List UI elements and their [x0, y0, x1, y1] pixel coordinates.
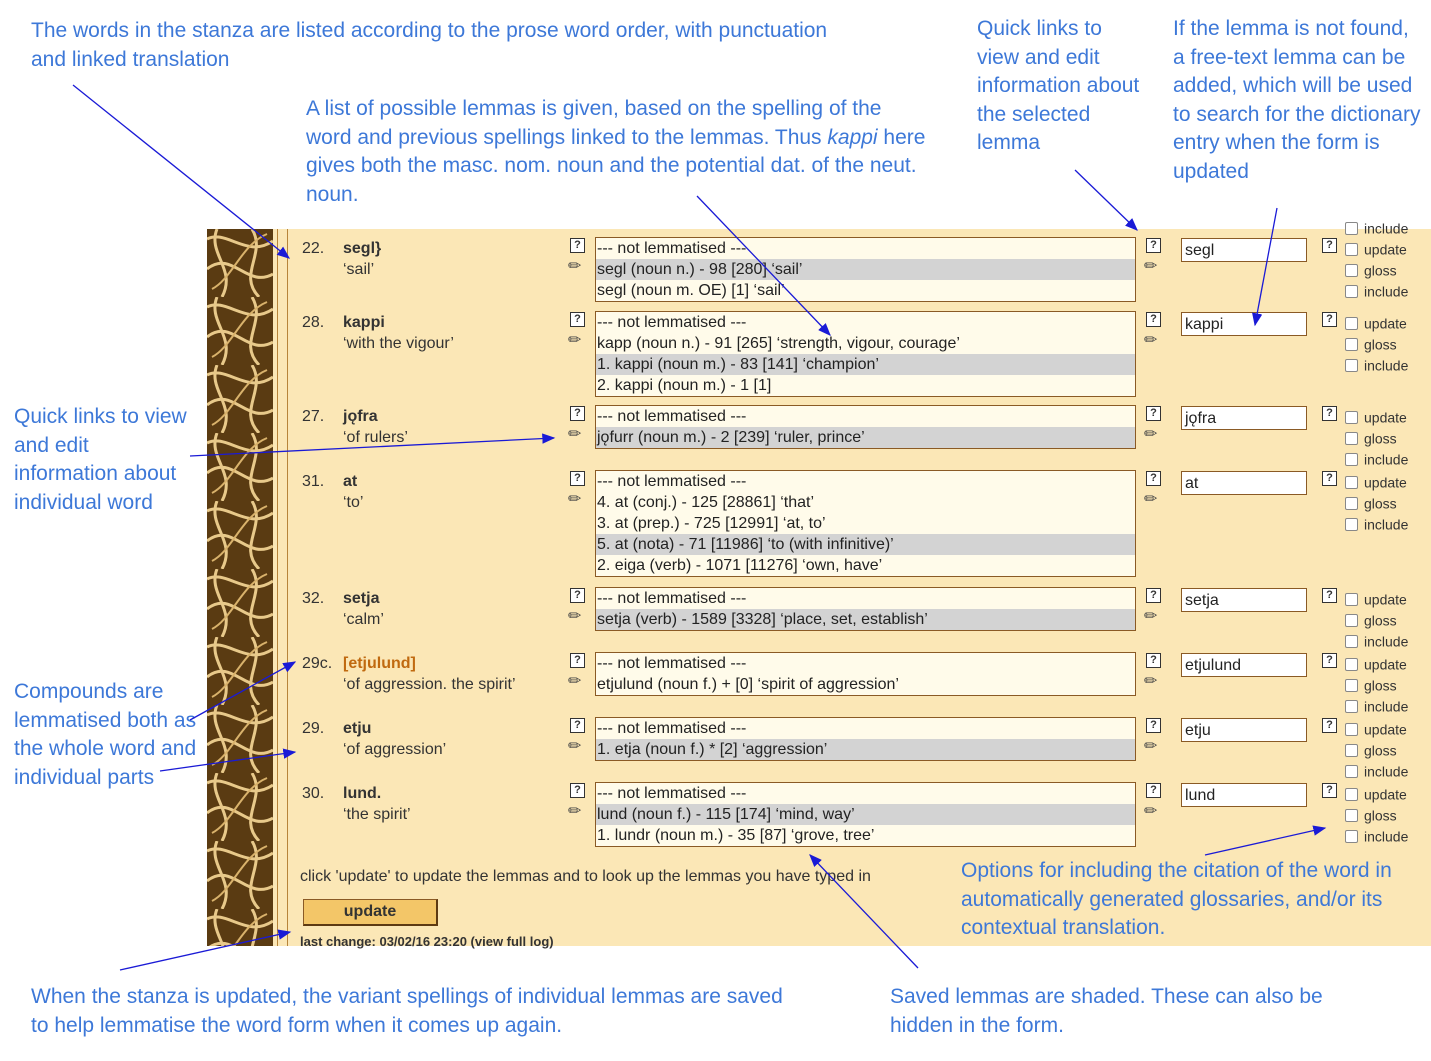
pencil-icon[interactable]: ✏	[1144, 491, 1158, 508]
include-checkbox[interactable]	[1345, 356, 1408, 373]
help-icon[interactable]: ?	[1322, 653, 1337, 668]
word-translation: ‘of aggression’	[343, 741, 447, 758]
help-icon[interactable]: ?	[1146, 238, 1161, 253]
help-icon[interactable]: ?	[1146, 718, 1161, 733]
word-translation: ‘the spirit’	[343, 806, 411, 823]
update-checkbox[interactable]	[1345, 314, 1407, 331]
checkbox-label: gloss	[1364, 336, 1397, 353]
checkbox-label: gloss	[1364, 262, 1397, 279]
word-form: lund.	[343, 785, 382, 802]
lemma-option[interactable]: --- not lemmatised ---	[597, 590, 747, 607]
checkbox-label: gloss	[1364, 807, 1397, 824]
help-icon[interactable]: ?	[1146, 471, 1161, 486]
help-icon[interactable]: ?	[570, 312, 585, 327]
pencil-icon[interactable]: ✏	[1144, 803, 1158, 820]
checkbox-box[interactable]	[1345, 700, 1358, 713]
include-checkbox[interactable]	[1345, 632, 1408, 649]
lemma-option[interactable]: 4. at (conj.) - 125 [28861] ‘that’	[597, 494, 815, 511]
lemma-option[interactable]: --- not lemmatised ---	[597, 785, 747, 802]
gloss-checkbox[interactable]	[1345, 676, 1397, 693]
free-text-lemma-input[interactable]: lund	[1181, 783, 1307, 807]
lemma-select[interactable]	[595, 782, 1136, 847]
annotation-quick-links-lemma: Quick links to view and edit information about the selected lemma	[977, 17, 1140, 154]
checkbox-box[interactable]	[1345, 497, 1358, 510]
checkbox-label: update	[1364, 315, 1407, 332]
lemma-select[interactable]	[595, 587, 1136, 631]
annotation-compounds: Compounds are lemmatised both as the whole word and individual parts	[14, 680, 197, 789]
annotation-word-order: The words in the stanza are listed according to the prose word order, with punctuation and linked translation	[31, 19, 828, 71]
checkbox-box[interactable]	[1345, 765, 1358, 778]
checkbox-box[interactable]	[1345, 338, 1358, 351]
update-checkbox[interactable]	[1345, 408, 1407, 425]
help-icon[interactable]: ?	[1322, 783, 1337, 798]
annotation-lemma-list: A list of possible lemmas is given, based on the spelling of the word and previous spellings linked to the lemmas. Thus kappi here gives both the masc. nom. noun and the potential dat. of the neut. noun.	[306, 97, 926, 206]
lemma-select[interactable]	[595, 717, 1136, 761]
lemma-option[interactable]: 2. kappi (noun m.) - 1 [1]	[597, 377, 772, 394]
checkbox-label: update	[1364, 474, 1407, 491]
word-number: 29c.	[302, 655, 333, 672]
lemma-option[interactable]: segl (noun n.) - 98 [280] ‘sail’	[596, 259, 1135, 280]
checkbox-box[interactable]	[1345, 658, 1358, 671]
checkbox-label: include	[1364, 633, 1409, 650]
include-checkbox[interactable]	[1345, 450, 1408, 467]
checkbox-box[interactable]	[1345, 453, 1358, 466]
include-checkbox[interactable]	[1345, 827, 1408, 844]
checkbox-label: update	[1364, 591, 1407, 608]
checkbox-box[interactable]	[1345, 593, 1358, 606]
lemma-option[interactable]: setja (verb) - 1589 [3328] ‘place, set, establish’	[596, 609, 1135, 630]
word-number: 29.	[302, 720, 325, 737]
checkbox-label: include	[1364, 763, 1409, 780]
checkbox-box[interactable]	[1345, 744, 1358, 757]
help-icon[interactable]: ?	[1322, 406, 1337, 421]
lemma-option[interactable]: kapp (noun n.) - 91 [265] ‘strength, vigour, courage’	[597, 335, 960, 352]
help-icon[interactable]: ?	[570, 653, 585, 668]
word-form[interactable]: [etjulund]	[343, 655, 416, 672]
lemma-option[interactable]: 1. lundr (noun m.) - 35 [87] ‘grove, tree’	[597, 827, 875, 844]
lemma-option[interactable]: 1. kappi (noun m.) - 83 [141] ‘champion’	[596, 354, 1135, 375]
checkbox-label: gloss	[1364, 495, 1397, 512]
checkbox-label: update	[1364, 786, 1407, 803]
word-number: 31.	[302, 473, 325, 490]
pencil-icon[interactable]: ✏	[568, 608, 582, 625]
gloss-checkbox[interactable]	[1345, 261, 1397, 278]
lemma-select[interactable]	[595, 405, 1136, 449]
include-checkbox[interactable]	[1345, 282, 1408, 299]
gloss-checkbox[interactable]	[1345, 741, 1397, 758]
word-translation: ‘of rulers’	[343, 429, 408, 446]
decorative-border	[207, 229, 273, 946]
annotation-saved-lemmas: Saved lemmas are shaded. These can also be hidden in the form.	[890, 985, 1323, 1037]
word-form: etju	[343, 720, 372, 737]
update-checkbox[interactable]	[1345, 655, 1407, 672]
checkbox-box[interactable]	[1345, 788, 1358, 801]
gloss-checkbox[interactable]	[1345, 806, 1397, 823]
help-icon[interactable]: ?	[1146, 588, 1161, 603]
checkbox-box[interactable]	[1345, 635, 1358, 648]
checkbox-label: gloss	[1364, 612, 1397, 629]
checkbox-box[interactable]	[1345, 359, 1358, 372]
help-icon[interactable]: ?	[1146, 312, 1161, 327]
checkbox-label: include	[1364, 357, 1409, 374]
word-form: kappi	[343, 314, 385, 331]
pencil-icon[interactable]: ✏	[568, 673, 582, 690]
checkbox-box[interactable]	[1345, 317, 1358, 330]
word-form: segl}	[343, 240, 382, 257]
pencil-icon[interactable]: ✏	[568, 258, 582, 275]
update-instruction: click 'update' to update the lemmas and to look up the lemmas you have typed in	[300, 868, 871, 885]
free-text-lemma-input[interactable]: at	[1181, 471, 1307, 495]
word-number: 27.	[302, 408, 325, 425]
last-change-text: last change: 03/02/16 23:20 (view full log)	[300, 934, 554, 949]
lemma-option[interactable]: lund (noun f.) - 115 [174] ‘mind, way’	[596, 804, 1135, 825]
help-icon[interactable]: ?	[570, 718, 585, 733]
lemma-option[interactable]: --- not lemmatised ---	[597, 473, 747, 490]
help-icon[interactable]: ?	[570, 783, 585, 798]
checkbox-box[interactable]	[1345, 243, 1358, 256]
checkbox-box[interactable]	[1345, 723, 1358, 736]
help-icon[interactable]: ?	[1322, 312, 1337, 327]
word-form: at	[343, 473, 358, 490]
gloss-checkbox[interactable]	[1345, 494, 1397, 511]
word-translation: ‘calm’	[343, 611, 384, 628]
update-checkbox[interactable]	[1345, 240, 1407, 257]
word-translation: ‘of aggression. the spirit’	[343, 676, 516, 693]
include-checkbox[interactable]: include	[1345, 219, 1408, 236]
word-translation: ‘sail’	[343, 261, 375, 278]
checkbox-label: update	[1364, 656, 1407, 673]
annotation-free-text: If the lemma is not found, a free-text lemma can be added, which will be used to search for the dictionary entry when the form is updated	[1173, 17, 1421, 183]
pencil-icon[interactable]: ✏	[1144, 608, 1158, 625]
pencil-icon[interactable]: ✏	[568, 803, 582, 820]
free-text-lemma-input[interactable]: kappi	[1181, 312, 1307, 336]
lemma-option[interactable]: --- not lemmatised ---	[597, 408, 747, 425]
update-button[interactable]: update	[303, 899, 438, 926]
checkbox-box[interactable]	[1345, 476, 1358, 489]
lemma-option[interactable]: --- not lemmatised ---	[597, 314, 747, 331]
word-number: 30.	[302, 785, 325, 802]
lemma-select[interactable]	[595, 237, 1136, 302]
free-text-lemma-input[interactable]: etju	[1181, 718, 1307, 742]
checkbox-box[interactable]	[1345, 679, 1358, 692]
pencil-icon[interactable]: ✏	[1144, 426, 1158, 443]
lemma-option[interactable]: jǫfurr (noun m.) - 2 [239] ‘ruler, prince’	[596, 427, 1135, 448]
lemma-option[interactable]: etjulund (noun f.) + [0] ‘spirit of aggression’	[597, 676, 899, 693]
lemma-option[interactable]: --- not lemmatised ---	[597, 655, 747, 672]
knotwork-pattern-icon	[207, 229, 273, 946]
free-text-lemma-input[interactable]: setja	[1181, 588, 1307, 612]
help-icon[interactable]: ?	[1322, 238, 1337, 253]
word-translation: ‘to’	[343, 494, 364, 511]
include-checkbox[interactable]	[1345, 762, 1408, 779]
help-icon[interactable]: ?	[1322, 718, 1337, 733]
checkbox-label: include	[1364, 283, 1409, 300]
help-icon[interactable]: ?	[570, 406, 585, 421]
gloss-checkbox[interactable]	[1345, 335, 1397, 352]
pencil-icon[interactable]: ✏	[568, 738, 582, 755]
update-checkbox[interactable]	[1345, 590, 1407, 607]
help-icon[interactable]: ?	[1146, 653, 1161, 668]
free-text-lemma-input[interactable]: segl	[1181, 238, 1307, 262]
annotation-variant-spellings: When the stanza is updated, the variant spellings of individual lemmas are saved to help lemmatise the word form when it comes up again.	[31, 985, 783, 1037]
word-form: setja	[343, 590, 380, 607]
word-form: jǫfra	[343, 408, 378, 425]
include-checkbox[interactable]	[1345, 697, 1408, 714]
lemma-option[interactable]: --- not lemmatised ---	[597, 240, 747, 257]
checkbox-label: update	[1364, 721, 1407, 738]
checkbox-label: gloss	[1364, 742, 1397, 759]
word-number: 22.	[302, 240, 325, 257]
pencil-icon[interactable]: ✏	[568, 426, 582, 443]
lemma-option[interactable]: segl (noun m. OE) [1] ‘sail’	[597, 282, 785, 299]
help-icon[interactable]: ?	[570, 471, 585, 486]
pencil-icon[interactable]: ✏	[1144, 258, 1158, 275]
checkbox-label: include	[1364, 828, 1409, 845]
help-icon[interactable]: ?	[570, 588, 585, 603]
checkbox-box[interactable]	[1345, 285, 1358, 298]
arrow	[1075, 170, 1137, 230]
pencil-icon[interactable]: ✏	[1144, 738, 1158, 755]
checkbox-box[interactable]	[1345, 809, 1358, 822]
update-checkbox[interactable]	[1345, 473, 1407, 490]
divider	[277, 229, 278, 946]
word-translation: ‘with the vigour’	[343, 335, 454, 352]
checkbox-box[interactable]	[1345, 518, 1358, 531]
checkbox-box[interactable]	[1345, 432, 1358, 445]
lemma-option[interactable]: --- not lemmatised ---	[597, 720, 747, 737]
gloss-checkbox[interactable]	[1345, 429, 1397, 446]
lemma-select[interactable]	[595, 470, 1136, 577]
lemmatisation-panel	[207, 220, 1431, 949]
checkbox-label: include	[1364, 451, 1409, 468]
word-number: 28.	[302, 314, 325, 331]
checkbox-box[interactable]	[1345, 411, 1358, 424]
checkbox-label: include	[1364, 698, 1409, 715]
help-icon[interactable]: ?	[1146, 406, 1161, 421]
pencil-icon[interactable]: ✏	[568, 491, 582, 508]
divider	[287, 229, 288, 946]
pencil-icon[interactable]: ✏	[568, 332, 582, 349]
lemma-option[interactable]: 5. at (nota) - 71 [11986] ‘to (with infinitive)’	[596, 534, 1135, 555]
free-text-lemma-input[interactable]: jǫfra	[1181, 406, 1307, 430]
help-icon[interactable]: ?	[1322, 588, 1337, 603]
checkbox-label: gloss	[1364, 430, 1397, 447]
lemma-option[interactable]: 1. etja (noun f.) * [2] ‘aggression’	[596, 739, 1135, 760]
checkbox-box[interactable]	[1345, 614, 1358, 627]
checkbox-box[interactable]	[1345, 830, 1358, 843]
include-checkbox[interactable]	[1345, 515, 1408, 532]
annotation-quick-links-word: Quick links to view and edit information about individual word	[14, 405, 187, 514]
update-checkbox[interactable]	[1345, 785, 1407, 802]
gloss-checkbox[interactable]	[1345, 611, 1397, 628]
lemma-select[interactable]	[595, 311, 1136, 397]
help-icon[interactable]: ?	[570, 238, 585, 253]
lemma-option[interactable]: 3. at (prep.) - 725 [12991] ‘at, to’	[597, 515, 826, 532]
annotation-options: Options for including the citation of the word in automatically generated glossaries, and/or its contextual translation.	[961, 857, 1431, 943]
free-text-lemma-input[interactable]: etjulund	[1181, 653, 1307, 677]
update-checkbox[interactable]	[1345, 720, 1407, 737]
lemma-select[interactable]	[595, 652, 1136, 696]
word-number: 32.	[302, 590, 325, 607]
pencil-icon[interactable]: ✏	[1144, 673, 1158, 690]
pencil-icon[interactable]: ✏	[1144, 332, 1158, 349]
lemma-option[interactable]: 2. eiga (verb) - 1071 [11276] ‘own, have’	[597, 557, 883, 574]
checkbox-label: update	[1364, 409, 1407, 426]
checkbox-label: include	[1364, 516, 1409, 533]
help-icon[interactable]: ?	[1146, 783, 1161, 798]
checkbox-label: update	[1364, 241, 1407, 258]
checkbox-box[interactable]	[1345, 264, 1358, 277]
checkbox-label: gloss	[1364, 677, 1397, 694]
help-icon[interactable]: ?	[1322, 471, 1337, 486]
